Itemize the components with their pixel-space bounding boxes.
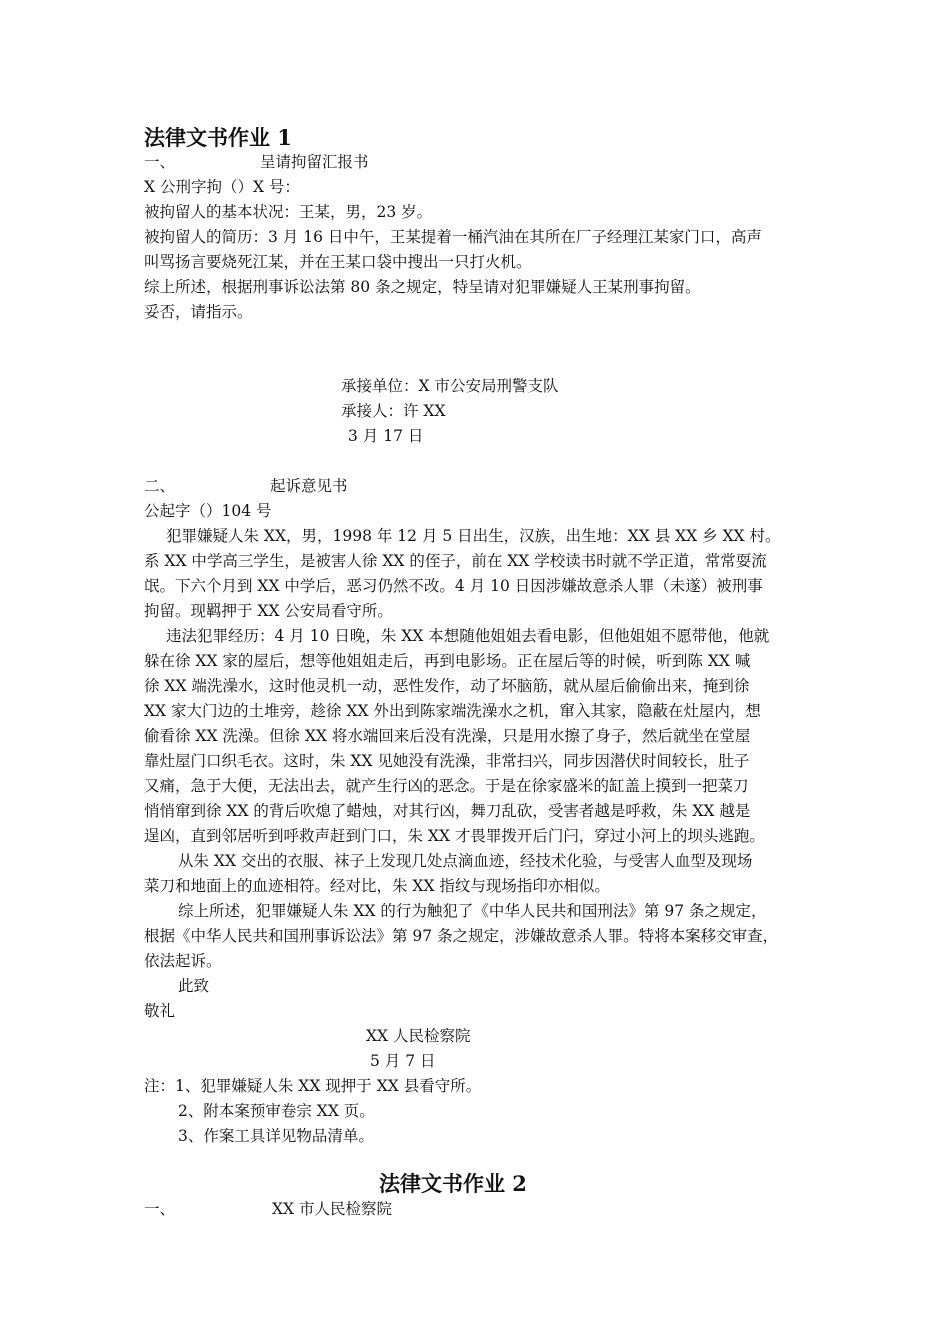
paragraph-line: 悄悄窜到徐 XX 的背后吹熄了蜡烛，对其行凶，舞刀乱砍，受害者越是呼救，朱 XX 越是 [144, 802, 751, 820]
paragraph-line: 拘留。现羁押于 XX 公安局看守所。 [144, 602, 393, 620]
history-line: 被拘留人的简历：3 月 16 日中午，王某提着一桶汽油在其所在厂子经理江某家门口，高声 [144, 228, 762, 246]
paragraph-line: 根据《中华人民共和国刑事诉讼法》第 97 条之规定，涉嫌故意杀人罪。特将本案移交审查， [144, 927, 779, 945]
paragraph-line: 靠灶屋门口织毛衣。这时，朱 XX 见她没有洗澡，非常扫兴，同步因潜伏时间较长，肚子 [144, 752, 750, 770]
history-line: 叫骂扬言要烧死江某，并在王某口袋中搜出一只打火机。 [144, 253, 532, 271]
paragraph-line: 违法犯罪经历：4 月 10 日晚，朱 XX 本想随他姐姐去看电影，但他姐姐不愿带他，他就 [166, 627, 770, 645]
doc1-title: 法律文书作业 1 [144, 125, 292, 150]
date: 5 月 7 日 [370, 1052, 436, 1070]
paragraph-line: 偷看徐 XX 洗澡。但徐 XX 将水端回来后没有洗澡，只是用水擦了身子，然后就坐在堂屋 [144, 727, 751, 745]
paragraph-line: 躲在徐 XX 家的屋后，想等他姐姐走后，再到电影场。正在屋后等的时候，听到陈 XX 喊 [144, 652, 751, 670]
paragraph-line: 综上所述，犯罪嫌疑人朱 XX 的行为触犯了《中华人民共和国刑法》第 97 条之规定， [178, 902, 767, 920]
section1-title: 呈请拘留汇报书 [260, 153, 369, 171]
date: 3 月 17 日 [348, 427, 424, 445]
salutation: 此致 [178, 977, 210, 995]
doc-number: X 公刑字拘（）X 号： [144, 178, 300, 196]
paragraph-line: 又痛，急于大便，无法出去，就产生行凶的恶念。于是在徐家盛米的缸盖上摸到一把菜刀 [144, 777, 749, 795]
receiving-unit: 承接单位：X 市公安局刑警支队 [341, 377, 559, 395]
salutation: 敬礼 [144, 1002, 176, 1020]
request-line: 妥否，请指示。 [144, 303, 253, 321]
paragraph-line: 依法起诉。 [144, 952, 222, 970]
paragraph-line: 逞凶，直到邻居听到呼救声赶到门口，朱 XX 才畏罪拨开后门闩，穿过小河上的坝头逃跑。 [144, 827, 765, 845]
section1-number: 一、 [144, 153, 176, 171]
section2-number: 二、 [144, 477, 176, 495]
note-line: 2、附本案预审卷宗 XX 页。 [178, 1102, 375, 1120]
issuing-organization: XX 人民检察院 [366, 1027, 471, 1045]
note-line: 注：1、犯罪嫌疑人朱 XX 现押于 XX 县看守所。 [144, 1077, 482, 1095]
note-line: 3、作案工具详见物品清单。 [178, 1127, 374, 1145]
paragraph-line: 氓。下六个月到 XX 中学后，恶习仍然不改。4 月 10 日因涉嫌故意杀人罪（未遂）被刑事 [144, 577, 763, 595]
paragraph-line: 菜刀和地面上的血迹相符。经对比，朱 XX 指纹与现场指印亦相似。 [144, 877, 610, 895]
doc2-title: 法律文书作业 2 [379, 1171, 527, 1196]
paragraph-line: 系 XX 中学高三学生，是被害人徐 XX 的侄子，前在 XX 学校读书时就不学正道，常常耍流 [144, 552, 767, 570]
doc-number: 公起字（）104 号 [144, 502, 272, 520]
paragraph-line: 从朱 XX 交出的衣服、袜子上发现几处点滴血迹，经技术化验，与受害人血型及现场 [178, 852, 753, 870]
section2-title: 起诉意见书 [270, 477, 348, 495]
basic-info: 被拘留人的基本状况：王某，男，23 岁。 [144, 203, 433, 221]
paragraph-line: XX 家大门边的土堆旁，趁徐 XX 外出到陈家端洗澡水之机，窜入其家，隐蔽在灶屋内，想 [144, 702, 761, 720]
doc2-section1-number: 一、 [144, 1200, 176, 1218]
conclusion-line: 综上所述，根据刑事诉讼法第 80 条之规定，特呈请对犯罪嫌疑人王某刑事拘留。 [144, 278, 701, 296]
paragraph-line: 犯罪嫌疑人朱 XX，男，1998 年 12 月 5 日出生，汉族，出生地：XX 县 XX 乡 XX 村。 [166, 527, 781, 545]
paragraph-line: 徐 XX 端洗澡水，这时他灵机一动，恶性发作，动了坏脑筋，就从屋后偷偷出来，掩到徐 [144, 677, 750, 695]
handler: 承接人：许 XX [341, 402, 446, 420]
doc2-section1-title: XX 市人民检察院 [272, 1200, 392, 1218]
